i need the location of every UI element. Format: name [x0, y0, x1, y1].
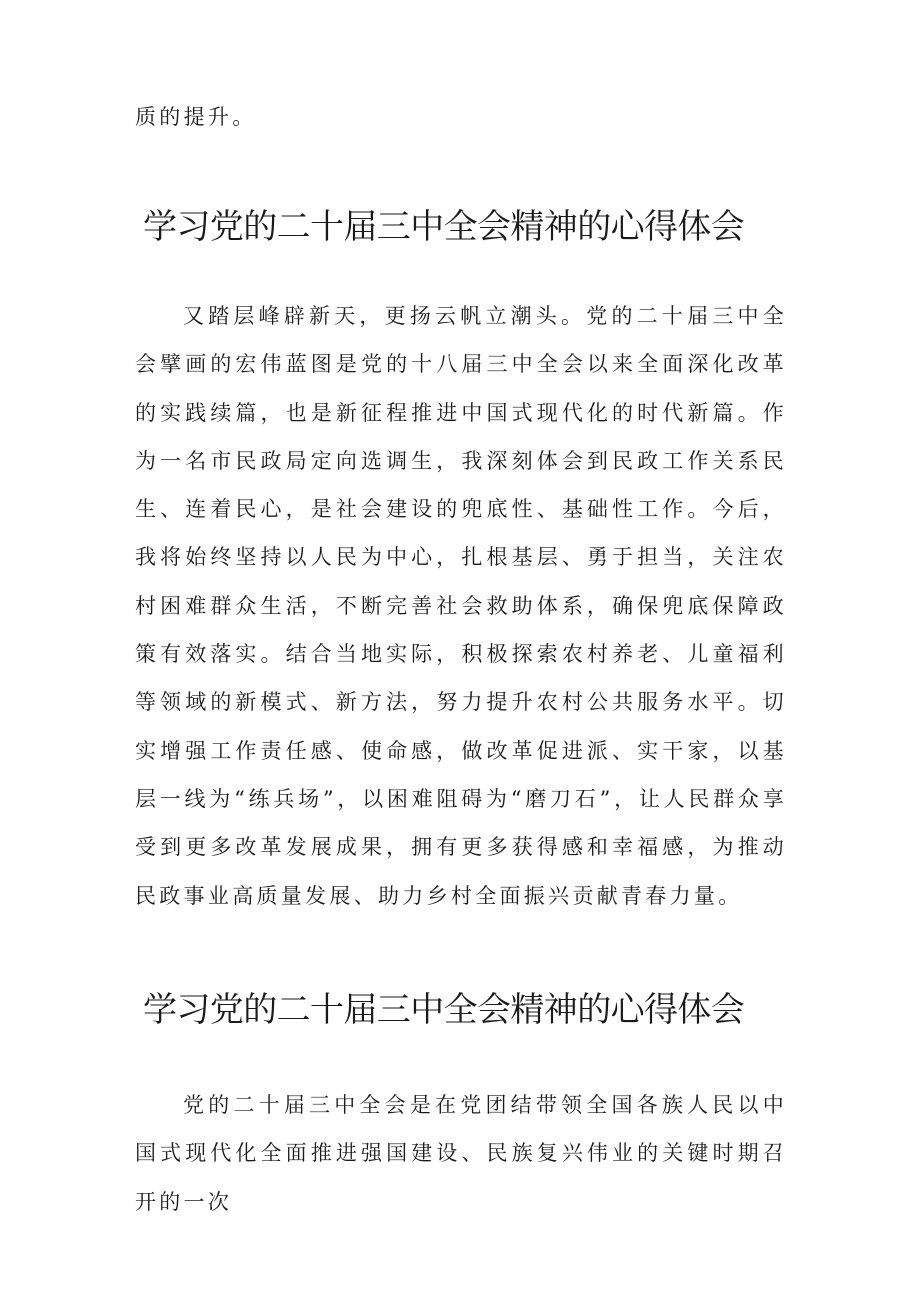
continuation-text: 质的提升。	[135, 105, 257, 129]
section-paragraph: 又踏层峰辟新天，更扬云帆立潮头。党的二十届三中全会擘画的宏伟蓝图是党的十八届三中全会以来全面深化改革的实践续篇，也是新征程推进中国式现代化的时代新篇。作为一名市民政局定向选调生，我深刻体会到民政工作关系民生、连着民心，是社会建设的兜底性、基础性工作。今后，我将始终坚持以人民为中心，扎根基层、勇于担当，关注农村困难群众生活，不断完善社会救助体系，确保兜底保障政策有效落实。结合当地实际，积极探索农村养老、儿童福利等领域的新模式、新方法，努力提升农村公共服务水平。切实增强工作责任感、使命感，做改革促进派、实干家，以基层一线为“练兵场”，以困难阻碍为“磨刀石”，让人民群众享受到更多改革发展成果，拥有更多获得感和幸福感，为推动民政事业高质量发展、助力乡村全面振兴贡献青春力量。	[135, 304, 787, 908]
section-heading: 学习党的二十届三中全会精神的心得体会	[143, 990, 745, 1030]
section-paragraph: 党的二十届三中全会是在党团结带领全国各族人民以中国式现代化全面推进强国建设、民族复兴伟业的关键时期召开的一次	[135, 1093, 787, 1214]
section-heading: 学习党的二十届三中全会精神的心得体会	[143, 207, 745, 247]
